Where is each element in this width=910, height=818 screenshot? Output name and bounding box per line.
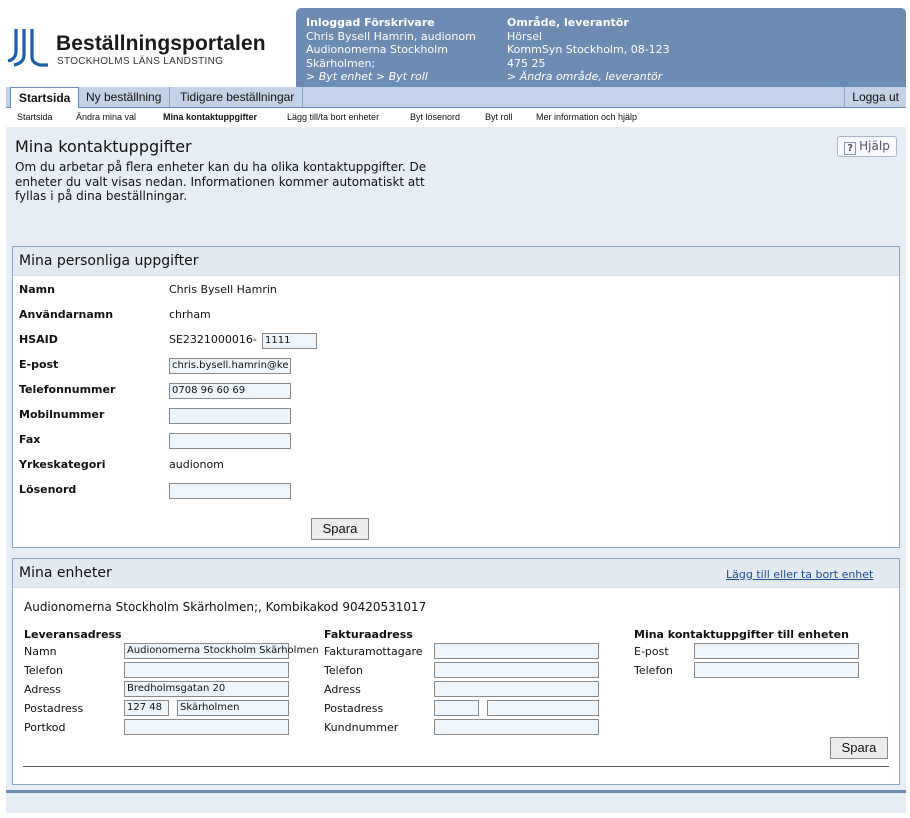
label-phone: Telefonnummer [19, 383, 116, 396]
contact-label-email: E-post [634, 645, 669, 658]
save-personal-button[interactable]: Spara [311, 518, 369, 540]
footer-bar [6, 790, 906, 793]
personal-heading: Mina personliga uppgifter [13, 247, 899, 276]
delivery-address-input[interactable]: Bredholmsgatan 20 [124, 681, 289, 697]
tab-startsida[interactable]: Startsida [10, 87, 79, 109]
invoice-label-phone: Telefon [324, 664, 364, 677]
label-email: E-post [19, 358, 59, 371]
delivery-label-address: Adress [24, 683, 61, 696]
area-line2: KommSyn Stockholm, 08-123 [507, 43, 670, 56]
value-hsaid-prefix: SE2321000016- [169, 333, 257, 346]
contact-phone-input[interactable] [694, 662, 859, 678]
delivery-label-portcode: Portkod [24, 721, 66, 734]
label-hsaid: HSAID [19, 333, 58, 346]
invoice-heading: Fakturaadress [324, 628, 413, 641]
help-label: Hjälp [859, 139, 890, 153]
subnav-byt-losenord[interactable]: Byt lösenord [410, 112, 461, 122]
subnav-startsida[interactable]: Startsida [17, 112, 53, 122]
invoice-recipient-input[interactable] [434, 643, 599, 659]
user-unit: Audionomerna Stockholm [306, 43, 448, 56]
change-unit-role-link[interactable]: > Byt enhet > Byt roll [306, 70, 428, 83]
label-name: Namn [19, 283, 55, 296]
delivery-label-name: Namn [24, 645, 57, 658]
phone-input[interactable]: 0708 96 60 69 [169, 383, 291, 399]
divider [23, 766, 889, 767]
personal-panel [12, 246, 900, 548]
mobile-input[interactable] [169, 408, 291, 424]
add-remove-unit-link[interactable]: Lägg till eller ta bort enhet [726, 568, 874, 581]
invoice-label-address: Adress [324, 683, 361, 696]
delivery-city-input[interactable]: Skärholmen [177, 700, 289, 716]
delivery-heading: Leveransadress [24, 628, 122, 641]
invoice-label-postal: Postadress [324, 702, 384, 715]
tab-ny-bestallning[interactable]: Ny beställning [78, 87, 170, 108]
email-input[interactable]: chris.bysell.hamrin@ke [169, 358, 291, 374]
question-icon: ? [844, 142, 856, 155]
main-content [6, 127, 906, 813]
password-input[interactable] [169, 483, 291, 499]
area-line1: Hörsel [507, 29, 543, 43]
delivery-label-postal: Postadress [24, 702, 84, 715]
hsaid-input[interactable]: 1111 [262, 333, 317, 349]
area-line3: 475 25 [507, 56, 546, 70]
label-mobile: Mobilnummer [19, 408, 105, 421]
help-button[interactable] [837, 136, 897, 157]
tab-tidigare-bestallningar[interactable]: Tidigare beställningar [172, 87, 303, 108]
invoice-label-recipient: Fakturamottagare [324, 645, 423, 658]
label-password: Lösenord [19, 483, 77, 496]
value-name: Chris Bysell Hamrin [169, 283, 277, 296]
page-title: Mina kontaktuppgifter [15, 137, 192, 156]
brand-title: Beställningsportalen [56, 32, 266, 55]
logout-button[interactable]: Logga ut [844, 87, 906, 108]
delivery-name-input[interactable]: Audionomerna Stockholm Skärholmen [124, 643, 289, 659]
brand-subtitle: STOCKHOLMS LÄNS LANDSTING [57, 56, 224, 67]
user-name: Chris Bysell Hamrin, audionom [306, 29, 476, 43]
fax-input[interactable] [169, 433, 291, 449]
subnav-andra-mina-val[interactable]: Ändra mina val [76, 112, 137, 122]
label-fax: Fax [19, 433, 41, 446]
subnav-mina-kontaktuppgifter[interactable]: Mina kontaktuppgifter [163, 112, 257, 122]
units-heading: Mina enheter [19, 565, 112, 581]
label-username: Användarnamn [19, 308, 114, 321]
user-unit-2: Skärholmen; [306, 56, 376, 70]
contact-label-phone: Telefon [634, 664, 674, 677]
contact-email-input[interactable] [694, 643, 859, 659]
invoice-city-input[interactable] [487, 700, 599, 716]
delivery-label-phone: Telefon [24, 664, 64, 677]
delivery-portcode-input[interactable] [124, 719, 289, 735]
value-category: audionom [169, 458, 224, 471]
invoice-zip-input[interactable] [434, 700, 479, 716]
delivery-phone-input[interactable] [124, 662, 289, 678]
subnav-lagg-till-enheter[interactable]: Lägg till/ta bort enheter [287, 112, 380, 122]
area-info [507, 16, 670, 84]
invoice-address-input[interactable] [434, 681, 599, 697]
units-panel [12, 558, 900, 785]
subnav-byt-roll[interactable]: Byt roll [485, 112, 513, 122]
save-units-button[interactable]: Spara [830, 737, 888, 759]
area-heading: Område, leverantör [507, 16, 629, 29]
contact-heading: Mina kontaktuppgifter till enheten [634, 628, 849, 641]
logo-mark-icon [6, 27, 50, 67]
invoice-customer-number-input[interactable] [434, 719, 599, 735]
value-username: chrham [169, 308, 211, 321]
delivery-zip-input[interactable]: 127 48 [124, 700, 169, 716]
user-info-box [296, 8, 906, 87]
main-nav [6, 87, 906, 108]
intro-text: Om du arbetar på flera enheter kan du ha olika kontaktuppgifter. De enheter du valt visas nedan. Informationen kommer automatiskt att fyllas i på dina beställningar. [15, 160, 427, 203]
invoice-label-customer-number: Kundnummer [324, 721, 399, 734]
invoice-phone-input[interactable] [434, 662, 599, 678]
sub-nav [6, 108, 906, 127]
change-area-link[interactable]: > Ändra område, leverantör [507, 70, 663, 83]
logged-in-heading: Inloggad Förskrivare [306, 16, 435, 29]
subnav-mer-information[interactable]: Mer information och hjälp [536, 112, 638, 122]
label-category: Yrkeskategori [19, 458, 106, 471]
unit-title: Audionomerna Stockholm Skärholmen;, Kombikakod 90420531017 [24, 600, 427, 614]
logged-in-info [306, 16, 476, 84]
